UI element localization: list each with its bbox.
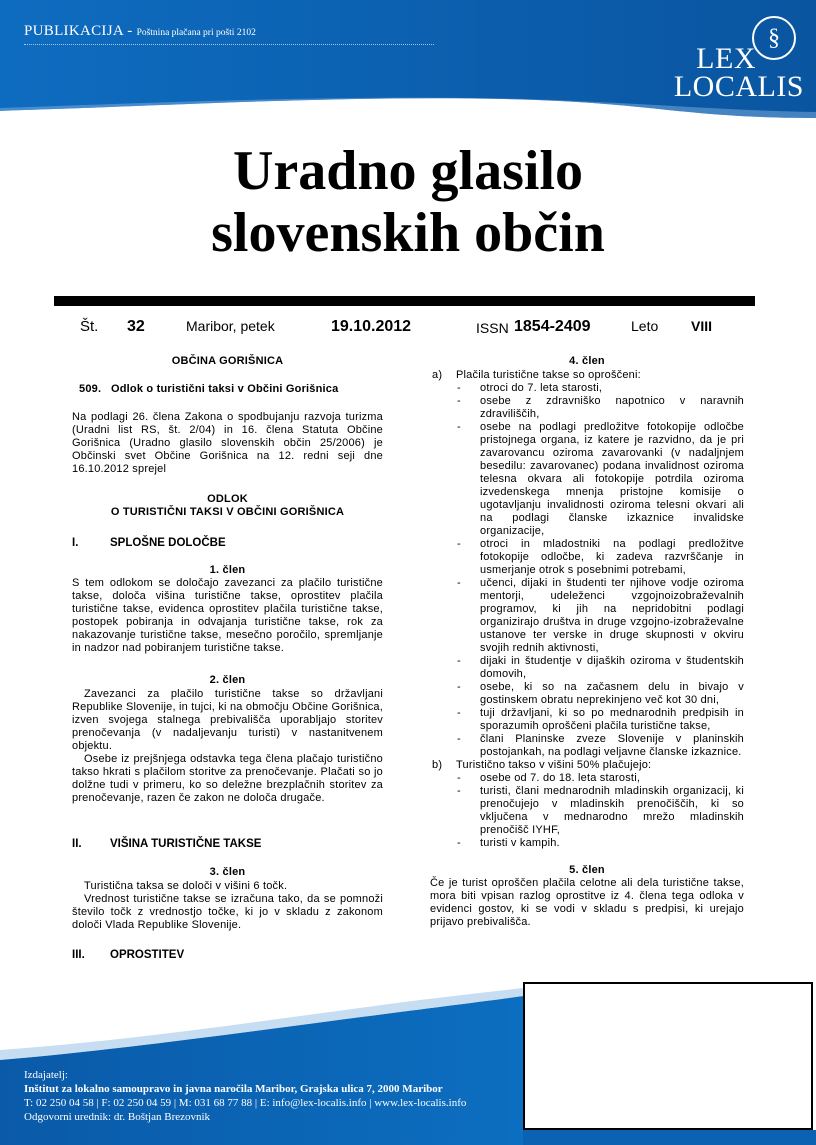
section-2-number: II. bbox=[72, 838, 82, 850]
list-item-text: tuji državljani, ki so po mednarodnih predpisih in sporazumih oproščeni plačila turistične takse, bbox=[480, 707, 744, 732]
group-b-label: b) bbox=[432, 759, 443, 771]
list-item-text: turisti v kampih. bbox=[480, 837, 560, 849]
dash-marker: - bbox=[457, 538, 461, 550]
list-item bbox=[430, 655, 744, 681]
logo-localis: LOCALIS bbox=[673, 70, 804, 103]
group-b-text: Turistično takso v višini 50% plačujejo: bbox=[456, 759, 652, 771]
list-item bbox=[430, 785, 744, 837]
list-item-text: učenci, dijaki in študenti ter njihove vodje oziroma mentorji, udeleženci vzgojnoizobraževalnih programov, ki jih na nepridobitni podlagi organizirajo društva in druge vzgojno-izobraževalne ustanove ter verske in druge skupnosti v okviru svojih rednih aktivnosti, bbox=[480, 577, 744, 654]
dash-marker: - bbox=[457, 733, 461, 745]
item-title: Odlok o turistični taksi v Občini Gorišnica bbox=[111, 383, 339, 395]
dash-marker: - bbox=[457, 785, 461, 797]
article-1-text: S tem odlokom se določajo zavezanci za plačilo turistične takse, določa višina turistične takse, oprostitev plačila turistične takse, evidenca oprostitev plačila turistične takse, postopek pobiranja in odvajanja turistične takse, rok za nakazovanje turistične takse, mesečno poročilo, spremljanje in nadzor nad pobiranjem turistične takse. bbox=[72, 577, 383, 654]
list-item-text: osebe z zdravniško napotnico v naravnih zdraviliščih, bbox=[480, 395, 744, 420]
list-item-text: osebe od 7. do 18. leta starosti, bbox=[480, 772, 641, 784]
preamble: Na podlagi 26. člena Zakona o spodbujanju razvoja turizma (Uradni list RS, št. 2/04) in 16. člena Statuta Občine Gorišnica (Uradno glasilo slovenskih občin 25/2006) je Občinski svet Občine Gorišnica na 12. redni seji dne 16.10.2012 sprejel bbox=[72, 411, 383, 475]
issn-number: 1854-2409 bbox=[514, 318, 591, 335]
publication-header bbox=[24, 23, 256, 40]
dash-marker: - bbox=[457, 837, 461, 849]
article-3-body bbox=[72, 880, 383, 932]
leto-label: Leto bbox=[631, 318, 659, 334]
dash-marker: - bbox=[457, 707, 461, 719]
list-item bbox=[430, 577, 744, 655]
footer-publisher: Inštitut za lokalno samoupravo in javna naročila Maribor, Grajska ulica 7, 2000 Maribor bbox=[24, 1083, 443, 1095]
masthead-title bbox=[0, 140, 816, 264]
article-3-title: 3. člen bbox=[209, 866, 246, 878]
list-item-text: osebe, ki so na začasnem delu in bivajo v gostinskem obratu neprekinjeno več kot 30 dni, bbox=[480, 681, 744, 706]
article-3-paragraph-2: Vrednost turistične takse se izračuna tako, da se pomnoži število točk z vrednostjo točke, ki jo v skladu z zakonom določi Vlada Republike Slovenije. bbox=[72, 893, 383, 931]
list-item-text: dijaki in študentje v dijaških oziroma v študentskih domovih, bbox=[480, 655, 744, 680]
list-item bbox=[430, 707, 744, 733]
section-2-heading bbox=[72, 838, 261, 850]
article-2-paragraph-2: Osebe iz prejšnjega odstavka tega člena plačajo turistično takso hkrati s plačilom storitve za prenočevanje. Plačati so jo dolžne tudi v primeru, ko so deležne brezplačnih storitev za prenočevanje, razen če zakon ne določa drugače. bbox=[72, 753, 383, 804]
article-5-text: Če je turist oproščen plačila celotne ali dela turistične takse, mora biti vpisan razlog oprostitve iz 4. člena tega odloka v evidenci gostov, ki se vodi v skladu s predpisi, ki urejajo prijavo prebivališča. bbox=[430, 877, 744, 928]
paragraph-seal-icon: § bbox=[752, 16, 796, 60]
article-2-title: 2. člen bbox=[209, 674, 246, 686]
footer-publisher-label: Izdajatelj: bbox=[24, 1069, 68, 1081]
item-heading bbox=[79, 383, 379, 396]
section-3-heading bbox=[72, 949, 184, 961]
article-4-list bbox=[430, 369, 744, 929]
issue-date: 19.10.2012 bbox=[331, 318, 412, 335]
list-item bbox=[430, 421, 744, 538]
issue-number: 32 bbox=[127, 318, 145, 335]
list-item bbox=[430, 395, 744, 421]
section-2-title: VIŠINA TURISTIČNE TAKSE bbox=[110, 838, 262, 850]
dash-marker: - bbox=[457, 681, 461, 693]
dash-marker: - bbox=[457, 577, 461, 589]
section-3-title: OPROSTITEV bbox=[110, 949, 185, 961]
issue-place-day: Maribor, petek bbox=[186, 318, 275, 334]
odlok-title: ODLOK bbox=[207, 493, 248, 505]
section-3-number: III. bbox=[72, 949, 85, 961]
article-5-title: 5. člen bbox=[569, 864, 605, 876]
list-item bbox=[430, 837, 744, 850]
lex-localis-logo bbox=[674, 10, 810, 104]
postage-note: Poštnina plačana pri pošti 2102 bbox=[136, 28, 256, 38]
municipality-heading: OBČINA GORIŠNICA bbox=[171, 355, 284, 367]
group-a-text: Plačila turistične takse so oproščeni: bbox=[456, 369, 641, 381]
issue-st-label: Št. bbox=[80, 318, 99, 335]
section-1-number: I. bbox=[72, 537, 79, 549]
logo-lex: LEX bbox=[696, 42, 756, 75]
article-4-title: 4. člen bbox=[569, 355, 605, 367]
footer-contacts: T: 02 250 04 58 | F: 02 250 04 59 | M: 031 68 77 88 | E: info@lex-localis.info | www.lex-localis.info bbox=[24, 1097, 467, 1109]
header-dotted-line bbox=[24, 44, 434, 45]
dash-marker: - bbox=[457, 382, 461, 394]
list-item-text: otroci do 7. leta starosti, bbox=[480, 382, 603, 394]
list-item bbox=[430, 382, 744, 395]
article-1-title: 1. člen bbox=[209, 564, 246, 576]
dash-marker: - bbox=[457, 395, 461, 407]
section-1-title: SPLOŠNE DOLOČBE bbox=[110, 537, 226, 549]
odlok-heading bbox=[72, 493, 383, 519]
list-item-text: turisti, člani mednarodnih mladinskih organizacij, ki prenočujejo v mladinskih prenočiščih, ki so vključena v mednarodno mrežo mladinskih prenočišč IYHF, bbox=[480, 785, 744, 836]
dash-marker: - bbox=[457, 772, 461, 784]
masthead-rule bbox=[54, 296, 755, 306]
odlok-subtitle: O TURISTIČNI TAKSI V OBČINI GORIŠNICA bbox=[110, 506, 345, 518]
dash-marker: - bbox=[457, 421, 461, 433]
title-line-2: slovenskih občin bbox=[211, 202, 605, 264]
issn-label: ISSN bbox=[476, 320, 509, 336]
article-2-paragraph-1: Zavezanci za plačilo turistične takse so državljani Republike Slovenije, in tujci, ki na območju Občine Gorišnica, izven svojega stalnega prebivališča uporabljajo storitev prenočevanja (v nadaljevanju turisti) v nastanitvenem objektu. bbox=[72, 688, 383, 752]
group-a-intro bbox=[430, 369, 744, 382]
list-item-text: osebe na podlagi predložitve fotokopije odločbe pristojnega organa, iz katere je razvidno, da je pri zavarovancu oziroma zavarovanki (v nadaljnjem besedilu: zavarovanec) podana invalidnost oziroma telesna okvara ali fotokopije potrdila oziroma izvedenskega mnenja pristojne komisije o ugotavljanju invalidnosti oziroma telesni okvari ali na podlagi članske izkaznice invalidske organizacije, bbox=[480, 421, 744, 537]
group-b-intro bbox=[430, 759, 744, 772]
item-number: 509. bbox=[79, 383, 102, 395]
list-item-text: člani Planinske zveze Slovenije v planinskih postojankah, na podlagi veljavne članske izkaznice. bbox=[480, 733, 744, 758]
title-line-1: Uradno glasilo bbox=[232, 140, 584, 202]
list-item bbox=[430, 733, 744, 759]
group-a-label: a) bbox=[432, 369, 443, 381]
dash-marker: - bbox=[457, 655, 461, 667]
list-item bbox=[430, 772, 744, 785]
list-item bbox=[430, 681, 744, 707]
address-stamp-box bbox=[523, 982, 813, 1130]
list-item bbox=[430, 538, 744, 577]
footer-editor: Odgovorni urednik: dr. Boštjan Brezovnik bbox=[24, 1111, 211, 1123]
article-2-body bbox=[72, 688, 383, 805]
article-3-paragraph-1: Turistična taksa se določi v višini 6 točk. bbox=[84, 880, 288, 892]
issue-year: VIII bbox=[691, 318, 713, 334]
section-1-heading bbox=[72, 537, 226, 549]
publication-label: PUBLIKACIJA - bbox=[24, 23, 133, 39]
list-item-text: otroci in mladostniki na podlagi predložitve fotokopije odločbe, ki zadeva razvrščanje in usmerjanje otrok s posebnimi potrebami, bbox=[480, 538, 744, 576]
